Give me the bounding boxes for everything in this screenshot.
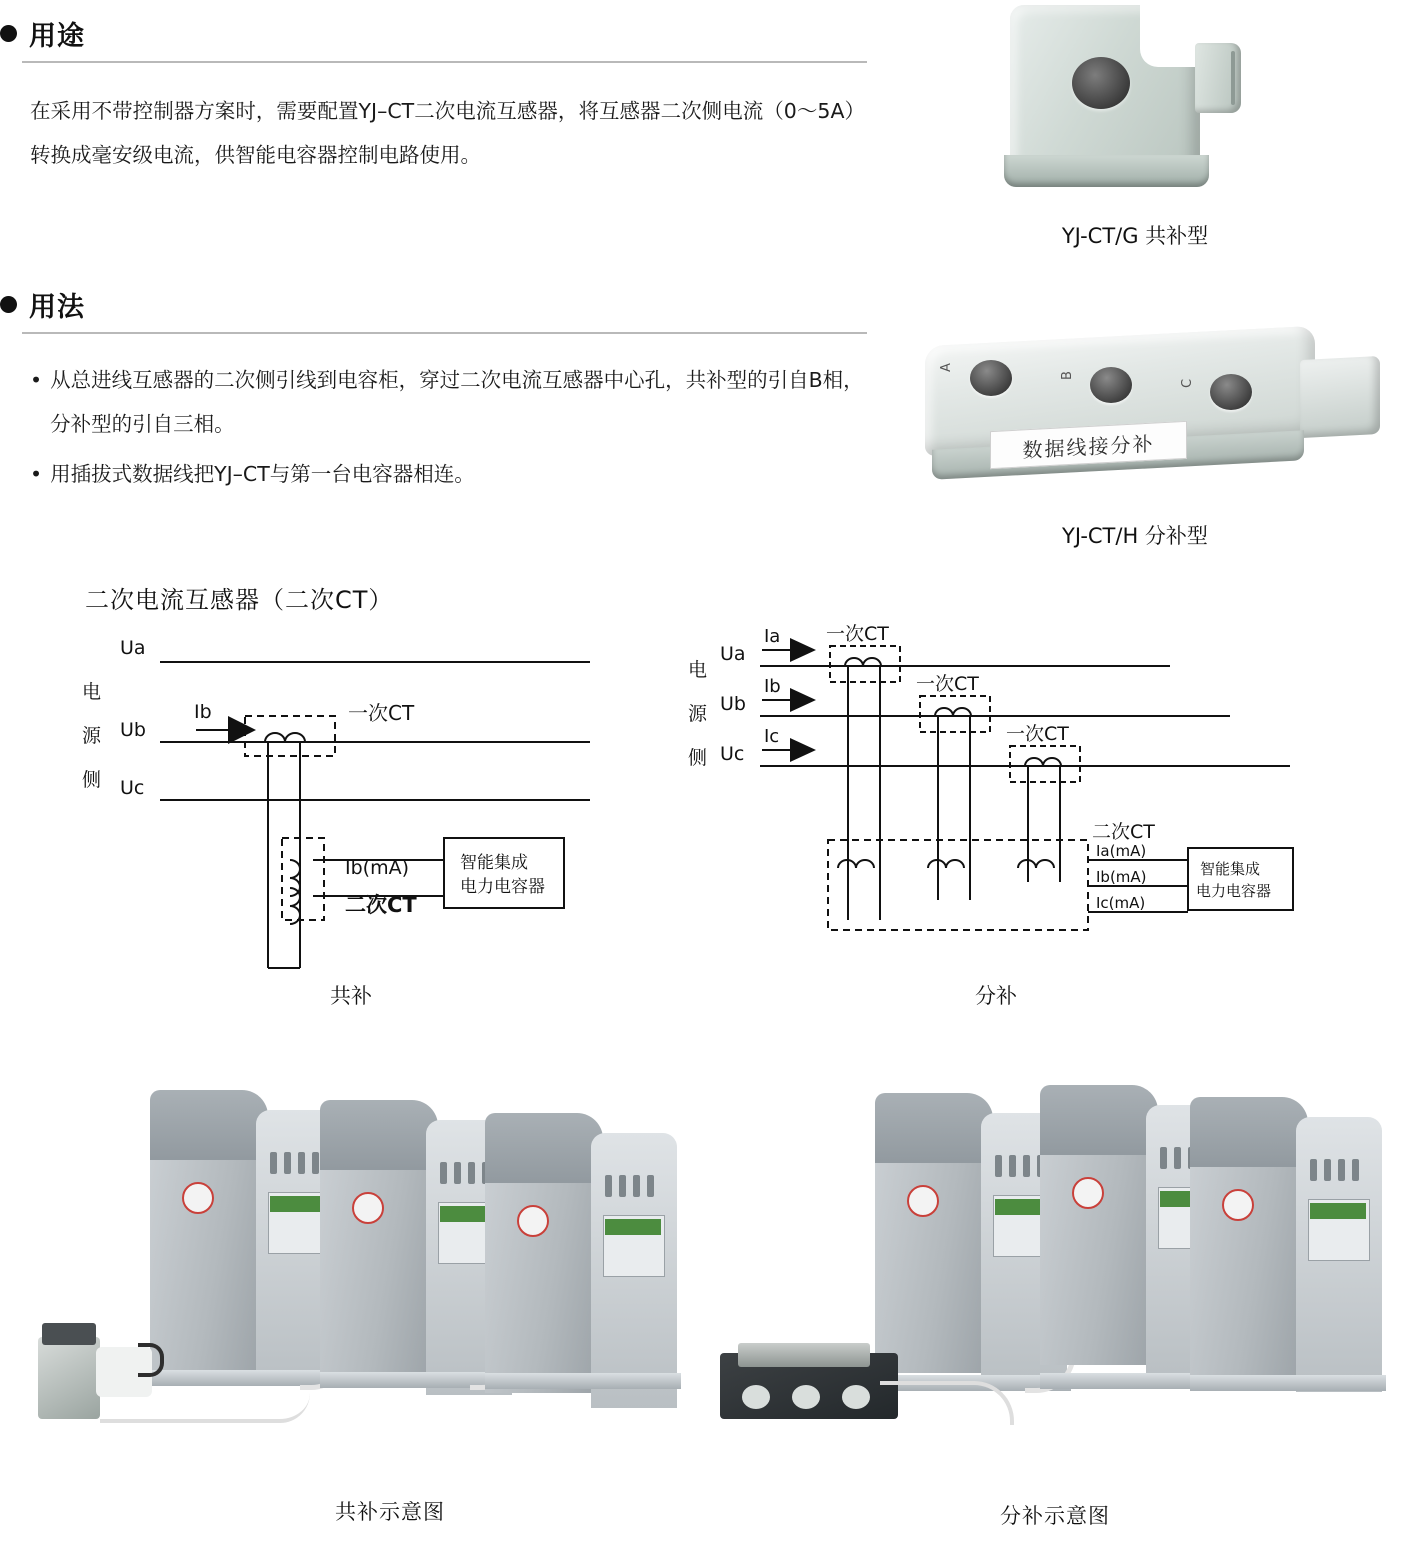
right-device-1: 智能集成 — [1200, 860, 1261, 878]
photo-caption-fenbu: 分补示意图 — [1000, 1504, 1110, 1528]
list-item-label: 用插拔式数据线把YJ–CT与第一台电容器相连。 — [50, 462, 475, 486]
right-source-1: 电 — [688, 659, 708, 681]
seal-label — [907, 1185, 939, 1217]
vent-slot — [284, 1152, 291, 1174]
section-purpose — [0, 14, 880, 177]
product-caption-ctg: YJ-CT/G 共补型 — [1061, 224, 1209, 248]
ctg-center-hole — [1072, 57, 1130, 109]
section-usage-divider — [22, 332, 867, 334]
ct-module-cover — [738, 1343, 870, 1367]
cth-label-c: C — [1180, 378, 1196, 389]
photo-gongbu — [30, 1075, 690, 1465]
right-line-uc: Uc — [720, 743, 745, 765]
left-device-1: 智能集成 — [460, 853, 528, 873]
section-purpose-paragraph: 在采用不带控制器方案时，需要配置YJ–CT二次电流互感器，将互感器二次侧电流（0～5A）转换成毫安级电流，供智能电容器控制电路使用。 — [30, 99, 865, 167]
vent-slot — [605, 1175, 612, 1197]
vent-slot — [1310, 1159, 1317, 1181]
right-line-ub: Ub — [720, 693, 746, 715]
list-bullet-icon: • — [30, 462, 43, 486]
ct-device-photo — [38, 1323, 158, 1428]
bullet-dot-icon — [0, 25, 17, 42]
vent-slot — [440, 1162, 447, 1184]
unit-top-cover — [150, 1090, 268, 1168]
schematic-caption-right: 分补 — [975, 984, 1017, 1008]
ct-module-cable — [880, 1381, 1014, 1425]
vent-slot — [647, 1175, 654, 1197]
right-signal-ic: Ic(mA) — [1096, 894, 1146, 912]
unit-base — [1190, 1375, 1386, 1391]
vent-slot — [468, 1162, 475, 1184]
right-primary-ct-2: 一次CT — [916, 673, 979, 695]
cable-hook — [138, 1343, 164, 1377]
ct-module-photo — [720, 1343, 905, 1433]
terminal-strip — [605, 1219, 661, 1235]
capacitor-unit — [1190, 1097, 1390, 1392]
section-purpose-divider — [22, 61, 867, 63]
ct-module-hole — [792, 1385, 820, 1409]
vent-slot — [1009, 1155, 1016, 1177]
cth-label-a: A — [938, 363, 954, 372]
ctg-terminal-block — [1195, 43, 1241, 113]
ctg-base — [1004, 155, 1209, 187]
product-photo-cth — [880, 318, 1400, 518]
right-line-ua: Ua — [720, 643, 746, 665]
terminal-strip — [1310, 1203, 1366, 1219]
right-signal-ib: Ib(mA) — [1096, 868, 1147, 886]
vent-slot — [312, 1152, 319, 1174]
schematic-title: 二次电流互感器（二次CT） — [85, 586, 394, 614]
vent-slot — [454, 1162, 461, 1184]
vent-slot — [1160, 1147, 1167, 1169]
vent-slot — [1023, 1155, 1030, 1177]
seal-label — [352, 1192, 384, 1224]
vent-slot — [298, 1152, 305, 1174]
vent-slot — [995, 1155, 1002, 1177]
schematic-caption-left: 共补 — [330, 984, 372, 1008]
bullet-dot-icon — [0, 296, 17, 313]
product-caption-cth: YJ-CT/H 分补型 — [1062, 524, 1208, 548]
section-purpose-title: 用途 — [29, 21, 85, 52]
ct-body — [38, 1337, 100, 1419]
right-arrow-ia: Ia — [764, 626, 781, 647]
unit-top-cover — [1190, 1097, 1308, 1175]
left-source-2: 源 — [82, 725, 102, 747]
right-primary-ct-3: 一次CT — [1006, 723, 1069, 745]
vent-slot — [619, 1175, 626, 1197]
section-usage-title: 用法 — [29, 292, 85, 323]
cth-label-b: B — [1059, 371, 1075, 380]
ct-module-hole — [842, 1385, 870, 1409]
unit-top-cover — [875, 1093, 993, 1171]
product-photo-ctg — [990, 5, 1280, 195]
left-signal: Ib(mA) — [345, 857, 409, 879]
vent-slot — [1352, 1159, 1359, 1181]
right-secondary-ct: 二次CT — [1092, 821, 1155, 843]
seal-label — [182, 1182, 214, 1214]
right-device-2: 电力电容器 — [1196, 882, 1272, 900]
seal-label — [517, 1205, 549, 1237]
ct-top-cap — [42, 1323, 96, 1345]
left-line-ua: Ua — [120, 637, 146, 659]
ctg-housing — [1010, 5, 1200, 180]
vent-slot — [1338, 1159, 1345, 1181]
list-item — [30, 358, 870, 446]
left-line-uc: Uc — [120, 777, 145, 799]
cth-terminal-block — [1300, 356, 1380, 438]
left-secondary-ct: 二次CT — [345, 893, 417, 917]
vent-slot — [1324, 1159, 1331, 1181]
left-source-1: 电 — [82, 681, 102, 703]
wiring-schematic — [0, 620, 1405, 1040]
ct-module-hole — [742, 1385, 770, 1409]
unit-front-panel — [591, 1133, 677, 1408]
right-source-2: 源 — [688, 703, 708, 725]
seal-label — [1222, 1189, 1254, 1221]
left-arrow-label: Ib — [194, 701, 212, 723]
left-line-ub: Ub — [120, 719, 146, 741]
section-purpose-header — [0, 14, 880, 53]
left-primary-ct: 一次CT — [348, 701, 415, 725]
right-arrow-ib: Ib — [764, 676, 781, 697]
photo-caption-gongbu: 共补示意图 — [335, 1500, 445, 1524]
left-source-3: 侧 — [82, 769, 102, 791]
right-signal-ia: Ia(mA) — [1096, 842, 1147, 860]
unit-top-cover — [485, 1113, 603, 1191]
unit-base — [485, 1373, 681, 1389]
vent-slot — [1174, 1147, 1181, 1169]
right-arrow-ic: Ic — [764, 726, 780, 747]
unit-front-panel — [1296, 1117, 1382, 1392]
list-bullet-icon: • — [30, 368, 43, 392]
photo-fenbu — [710, 1075, 1370, 1465]
seal-label — [1072, 1177, 1104, 1209]
cth-hole-b — [1090, 367, 1132, 403]
right-primary-ct-1: 一次CT — [826, 623, 889, 645]
right-source-3: 侧 — [688, 747, 708, 769]
ct-cable — [100, 1393, 310, 1423]
capacitor-unit — [485, 1113, 685, 1391]
cth-hole-c — [1210, 374, 1252, 410]
left-device-2: 电力电容器 — [460, 877, 545, 897]
list-item — [30, 452, 870, 496]
cth-hole-a — [970, 360, 1012, 396]
section-usage-header — [0, 285, 880, 324]
vent-slot — [270, 1152, 277, 1174]
vent-slot — [633, 1175, 640, 1197]
unit-top-cover — [320, 1100, 438, 1178]
section-usage — [0, 285, 880, 496]
unit-top-cover — [1040, 1085, 1158, 1163]
list-item-label: 从总进线互感器的二次侧引线到电容柜，穿过二次电流互感器中心孔，共补型的引自B相，分补型的引自三相。 — [50, 368, 864, 436]
cth-body-text: 数据线接分补 — [990, 421, 1187, 469]
